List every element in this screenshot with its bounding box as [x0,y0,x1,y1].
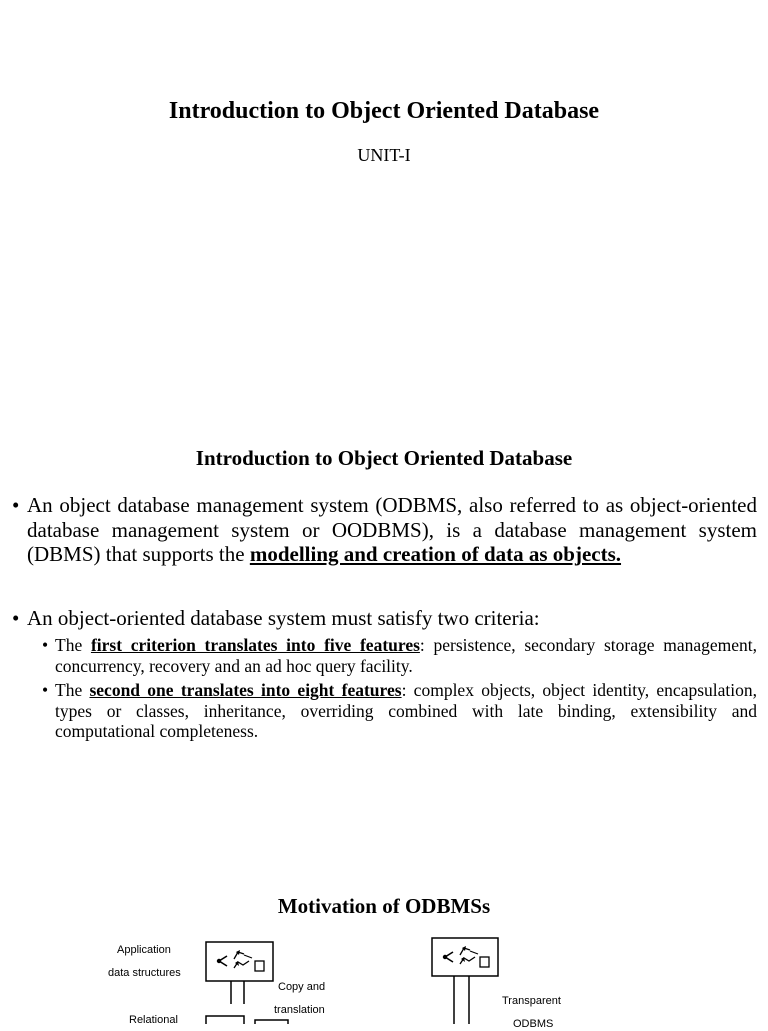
slide3-title: Motivation of ODBMSs [277,894,491,918]
label-transparent: Transparent [502,995,561,1007]
label-odbms: ODBMS [513,1018,554,1030]
label-translation: translation [274,1004,325,1016]
sub-bullet-dot: • [42,635,49,655]
sub-bullet-second-emphasis: second one translates into eight features [89,680,402,700]
label-data-structures: data structures [108,967,181,979]
bullet-odbms-definition [12,493,757,567]
label-copy-and: Copy and [278,981,326,993]
relational-db-box-2 [255,1020,288,1024]
sub-bullet-dot: • [42,680,49,700]
sub-bullet-second-text: : complex objects, object identity, encapsulation, types or classes, inheritance, overriding combined with late binding, extensibility and computational completeness. [55,680,757,741]
slide2-title: Introduction to Object Oriented Database [195,446,573,470]
label-application: Application [117,944,171,956]
odbms-app-box [432,938,498,976]
sub-bullet-second-criterion [42,680,757,742]
sub-bullet-first-emphasis: first criterion translates into five features [90,635,420,655]
bullet-odbms-emphasis: modelling and creation of data as objects. [249,542,622,566]
bullet-dot: • [12,493,20,517]
bullet-criteria [12,606,757,631]
slide1-subtitle: UNIT-I [357,145,411,165]
sub-bullet-first-text: : persistence, secondary storage management, concurrency, recovery and an ad hoc query facility. [55,635,758,676]
bullet-criteria-text: An object-oriented database system must satisfy two criteria: [27,606,540,630]
motivation-diagram [0,925,768,1030]
slide1-title: Introduction to Object Oriented Database [168,98,600,124]
sub-bullet-second-lead: The [55,680,83,700]
sub-bullet-first-criterion [42,635,757,676]
bullet-odbms-text: An object database management system (ODBMS, also referred to as object-oriented database management system or OODBMS), is a database management system (DBMS) that supports the [27,493,757,566]
relational-db-box [206,1016,244,1024]
bullet-dot: • [12,606,20,630]
label-relational: Relational [129,1014,178,1026]
app-data-structures-box [206,942,273,981]
sub-bullet-first-lead: The [55,635,83,655]
